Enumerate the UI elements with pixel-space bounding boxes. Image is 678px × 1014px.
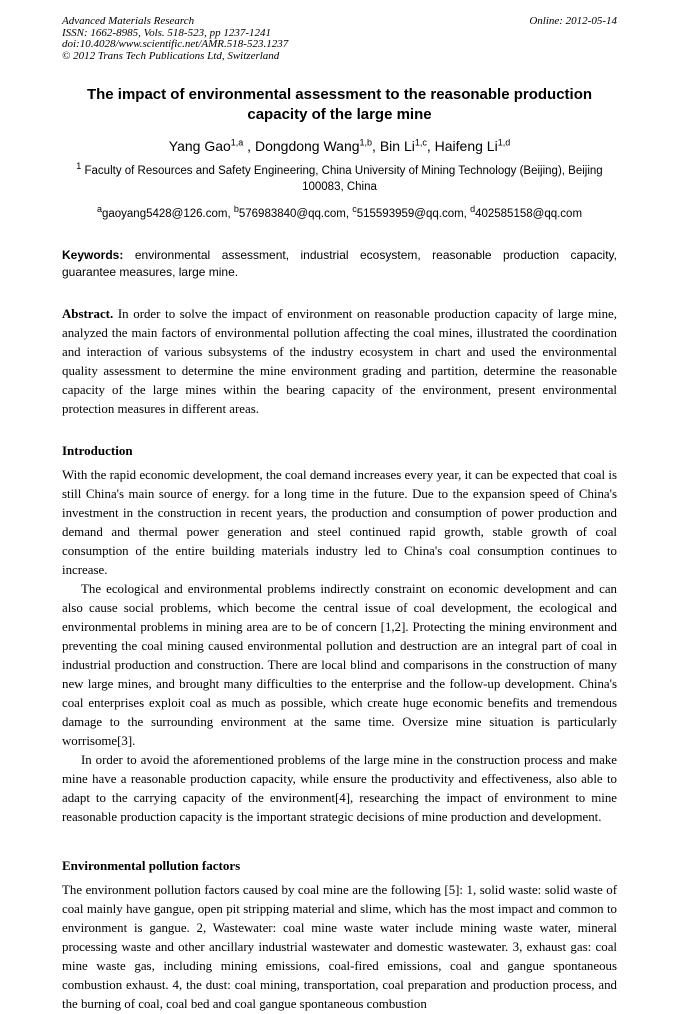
email-address: 515593959@qq.com (356, 208, 464, 221)
author-name: Dongdong Wang (254, 138, 360, 155)
author-name: Bin Li (379, 138, 415, 155)
paragraph: The ecological and environmental problems indirectly constraint on economic development and can also cause social problems, which become the central issue of coal development, the ecological and environmental problems in mining area are to be of concern [1,2]. Protecting the mining environment and preventing the coal mining caused environmental pollution and destruction are an integral part of coal in industrial production and construction. There are local blind and comparisons in the construction of many new large mines, and brought many difficulties to the enterprise and the follow-up development. China's coal enterprises exploit coal as much as possible, which create huge economic benefits and tremendous damage to the surrounding environment at the same time. Oversize mine situation is particularly worrisome[3]. (62, 582, 617, 749)
author-name: Haifeng Li (434, 138, 498, 155)
author-superscript: 1,c (414, 137, 427, 148)
email-separator: , (345, 208, 353, 221)
email-separator: , (463, 208, 471, 221)
paper-title: The impact of environmental assessment to the reasonable production capacity of the large mine (86, 86, 593, 124)
paragraph: The environment pollution factors caused by coal mine are the following [5]: 1, solid waste: solid waste of coal mainly have gangue, open pit stripping material and slime, which has the most impact and common to environment is gangue. 2, Wastewater: coal mine waste water include mining waste water, mineral processing waste and other ancillary industrial wastewater and domestic wastewater. 3, exhaust gas: coal mine waste gas, including mining emissions, coal-fired emissions, coal and gangue spontaneous combustion exhaust. 4, the dust: coal mining, transportation, coal preparation and production process, and the burning of coal, coal bed and coal gangue spontaneous combustion (62, 883, 617, 1012)
author-superscript: 1,a (230, 137, 244, 148)
doi-line: doi:10.4028/www.scientific.net/AMR.518-523.1237 (62, 38, 289, 51)
online-date: Online: 2012-05-14 (529, 15, 617, 27)
affiliation-text: Faculty of Resources and Safety Engineering, China University of Mining Technology (Beijing), Beijing 100083, China (84, 165, 603, 194)
author-superscript: 1,b (359, 137, 373, 148)
email-superscript: b (233, 204, 239, 215)
author-separator: , (372, 138, 380, 155)
email-superscript: c (352, 204, 357, 215)
author-name: Yang Gao (168, 138, 231, 155)
keywords-text: environmental assessment, industrial ecosystem, reasonable production capacity, guarantee measures, large mine. (62, 248, 617, 279)
abstract-text: In order to solve the impact of environment on reasonable production capacity of large mine, analyzed the main factors of environmental pollution affecting the coal mines, illustrated the coordination and interaction of various subsystems of the industry ecosystem in chart and used the environmental quality assessment to determine the mine environment grading and partition, determine the reasonable capacity of the large mines within the bearing capacity of the environment, present environmental protection measures in different areas. (62, 307, 617, 417)
abstract-label: Abstract. (62, 307, 114, 322)
abstract (62, 305, 617, 419)
email-separator: , (227, 208, 234, 221)
email-superscript: d (470, 204, 476, 215)
section-heading-environmental-pollution-factors: Environmental pollution factors (62, 858, 241, 874)
paragraph: In order to avoid the aforementioned problems of the large mine in the construction process and make mine have a reasonable production capacity, while ensure the productivity and effectiveness, also able to adapt to the carrying capacity of the environment[4], researching the impact of environment to mine reasonable production capacity is the important strategic decisions of mine production and development. (62, 753, 617, 825)
author-separator: , (243, 138, 255, 155)
email-address: gaoyang5428@126.com (101, 208, 228, 221)
email-address: 402585158@qq.com (475, 208, 583, 221)
journal-header (62, 16, 617, 62)
keywords (62, 247, 617, 280)
author-separator: , (426, 138, 435, 155)
journal-header-left (62, 16, 288, 62)
keywords-label: Keywords: (62, 248, 124, 263)
emails-line (62, 204, 617, 221)
issn-line: ISSN: 1662-8985, Vols. 518-523, pp 1237-1241 (62, 26, 271, 39)
copyright-line: © 2012 Trans Tech Publications Ltd, Switzerland (62, 49, 280, 62)
email-address: 576983840@qq.com (238, 208, 346, 221)
journal-name: Advanced Materials Research (62, 15, 195, 27)
authors-line (62, 138, 617, 154)
paragraph: With the rapid economic development, the coal demand increases every year, it can be expected that coal is still China's main source of energy. for a long time in the future. Due to the expansion speed of China's investment in the construction in recent years, the production and consumption of power production and demand and thermal power generation and steel continued rapid growth, stable growth of coal consumption of the entire building materials industry led to China's coal consumption continues to increase. (62, 468, 617, 578)
affiliation (67, 163, 612, 195)
author-superscript: 1,d (497, 137, 511, 148)
affiliation-superscript: 1 (76, 161, 82, 172)
section-heading-introduction: Introduction (62, 443, 133, 459)
email-superscript: a (96, 204, 102, 215)
